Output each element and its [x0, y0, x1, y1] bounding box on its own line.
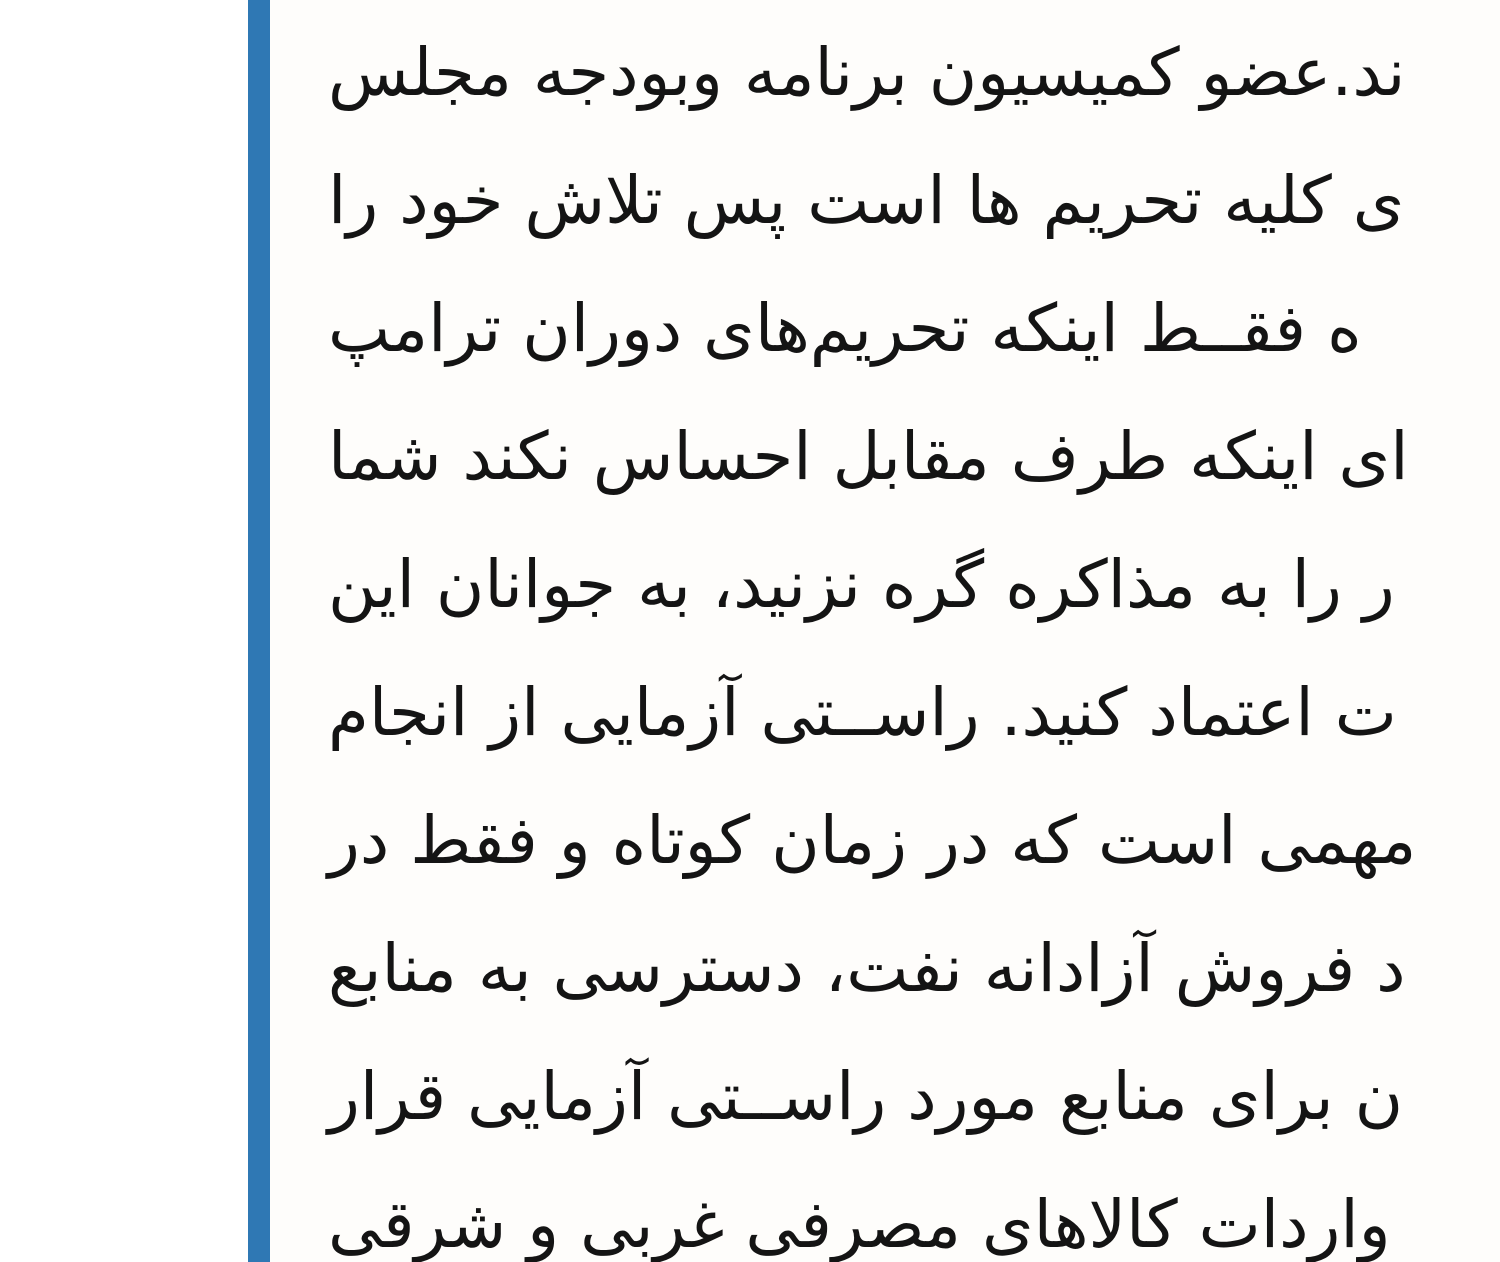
left-margin [0, 0, 248, 1262]
article-line-text: مهمی است که در زمان کوتاه و فقط در [328, 802, 1417, 879]
article-line-text: ر را به مذاکره گره نزنید، به جوانان این [328, 546, 1395, 623]
article-line-text: ی کلیه تحریم ها است پس تلاش خود را [328, 162, 1405, 239]
article-panel [270, 0, 1500, 1262]
article-line-text: د فروش آزادانه نفت، دسترسی به منابع [328, 930, 1406, 1007]
article-line-text: ن برای منابع مورد راســتی آزمایی قرار [328, 1058, 1404, 1135]
article-line [328, 136, 1500, 266]
article-line [328, 1160, 1500, 1262]
article-line [328, 520, 1500, 650]
article-line [328, 392, 1500, 522]
article-line-text: ند.عضو کمیسیون برنامه وبودجه مجلس [328, 34, 1406, 111]
article-line [328, 648, 1500, 778]
article-line-text: ای اینکه طرف مقابل احساس نکند شما [328, 418, 1409, 495]
accent-bar [248, 0, 270, 1262]
article-line [328, 1032, 1500, 1162]
article-line-text: واردات کالاهای مصرفی غربی و شرقی [328, 1186, 1391, 1262]
article-line-text: ه فقــط اینکه تحریم‌های دوران ترامپ [328, 290, 1362, 367]
article-line [328, 264, 1500, 394]
article-line [328, 776, 1500, 906]
article-line-text: ت اعتماد کنید. راســتی آزمایی از انجام [328, 674, 1397, 751]
article-line [328, 904, 1500, 1034]
article-line [328, 8, 1500, 138]
